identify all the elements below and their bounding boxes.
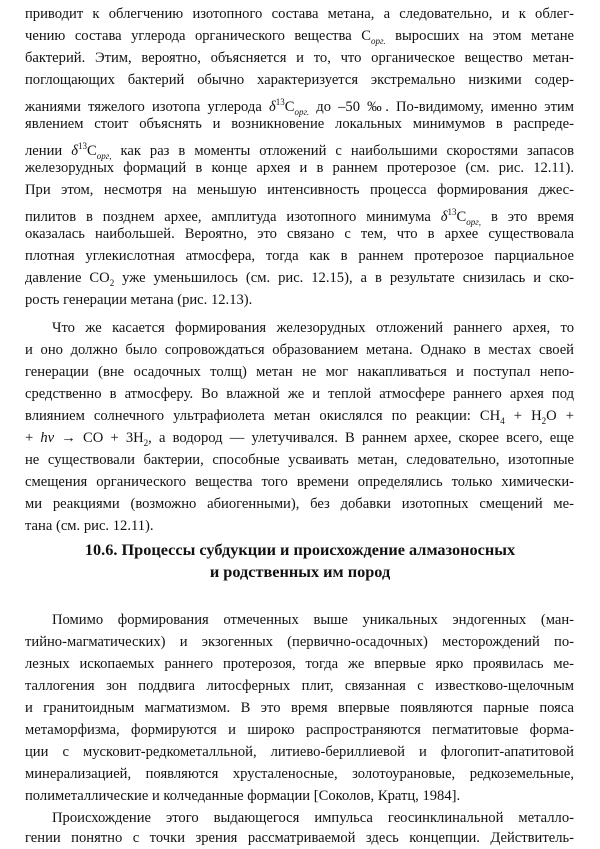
text-line: оказалась наибольшей. Вероятно, это связано с тем, что в архее существовала — [25, 226, 574, 242]
text-line: Помимо формирования отмеченных выше уникальных эндогенных (ман- — [52, 612, 574, 628]
delta13-notation: $\delta^{13}$ — [71, 141, 87, 159]
text-line: поглощающих бактерий обычно характеризуется экстремально низкими содер- — [25, 72, 574, 88]
delta13-notation: $\delta^{13}$ — [440, 207, 457, 225]
text-line: ции с мусковит-редкометалльной, литиево-бериллиевой и флогопит-апатитовой — [25, 744, 574, 760]
section-heading: 10.6. Процессы субдукции и происхождение алмазоносных — [84, 540, 516, 559]
text-line: пилитов в позднем архее, амплитуда изотопного минимума $\delta^{13}С_{орг,}$ в это время — [25, 207, 574, 227]
text-line: и оно должно было сопровождаться образованием метана. Однако в местах своей — [25, 342, 574, 358]
text-line: железорудных формаций в конце архея и в раннем протерозое (см. рис. 12.11). — [25, 160, 574, 176]
text-line: чению состава углерода органического вещества $С_{орг.}$ выросших на этом метане — [25, 28, 575, 46]
text-line: не существовали бактерии, способные усваивать метан, следовательно, изотопные — [25, 452, 574, 468]
section-heading: и родственных им пород — [209, 562, 391, 581]
text-line: тана (см. рис. 12.11). — [25, 518, 154, 534]
text-line: + hν → СО + $3Н_2$, а водород — улетучивался. В раннем архее, скорее всего, еще — [25, 430, 574, 448]
text-line: При этом, несмотря на меньшую интенсивность процесса формирования джес- — [25, 182, 574, 198]
text-line: Что же касается формирования железорудных отложений раннего архея, то — [52, 320, 574, 336]
text-line: бактерий. Этим, вероятно, объясняется и то, что органическое вещество метан- — [25, 50, 574, 66]
text-line: тийно-магматических) и экзогенных (первично-осадочных) месторождений по- — [25, 634, 574, 650]
text-line: генерации (вне осадочных толщ) метан не мог накапливаться и поступал непо- — [25, 364, 574, 380]
text-line: давление $СО_2$ уже уменьшилось (см. рис. 12.15), а в результате снизилась и ско- — [25, 270, 574, 288]
text-line: плотная углекислотная атмосфера, тогда как в раннем протерозое парциальное — [25, 248, 574, 264]
text-line: Происхождение этого выдающегося импульса геосинклинальной металло- — [52, 810, 574, 826]
text-line: рость генерации метана (рис. 12.13). — [25, 292, 253, 308]
text-line: жаниями тяжелого изотопа углерода $\delta^{13}С_{орг.}$ до –50 ‰. По-видимому, именно этим — [25, 97, 574, 117]
text-line: ми реакциями (возможно абиогенными), без добавки изотопных смещений ме- — [25, 496, 574, 512]
text-line: средственно в атмосферу. Во влажной же и теплой атмосфере раннего архея под — [25, 386, 574, 402]
text-line: гении понятно с точки зрения рассматриваемой здесь концепции. Действитель- — [25, 830, 574, 846]
text-line: влиянием солнечного ультрафиолета метан окислялся по реакции: $СН_4 + Н_2О$ + — [25, 408, 574, 426]
text-line: полиметаллические и колчеданные формации [Соколов, Кратц, 1984]. — [25, 788, 461, 804]
text-line: метаморфизма, формируются и широко распространяются пегматитовые форма- — [25, 722, 574, 738]
text-line: и гранитоидным магматизмом. В это время впервые появляются парные пояса — [25, 700, 574, 716]
text-line: таллогения зон поддвига литосферных плит, связанная с известково-щелочным — [25, 678, 574, 694]
text-line: явлением стоит объяснять и возникновение локальных минимумов в распреде- — [25, 116, 574, 132]
delta13-notation: $\delta^{13}$ — [268, 97, 285, 115]
text-line: лезных ископаемых раннего протерозоя, тогда же впервые ярко проявилась ме- — [25, 656, 574, 672]
text-line: приводит к облегчению изотопного состава метана, а следовательно, и к облег- — [25, 6, 574, 22]
text-line: минерализацией, появляются хрусталеносные, золотоурановые, редкоземельные, — [25, 766, 574, 782]
text-line: смещения органического вещества того времени определялись только химически- — [25, 474, 574, 490]
text-line: лении $\delta^{13}С_{орг,}$ как раз в моменты отложений с наибольшими скоростями запасов — [25, 141, 574, 161]
